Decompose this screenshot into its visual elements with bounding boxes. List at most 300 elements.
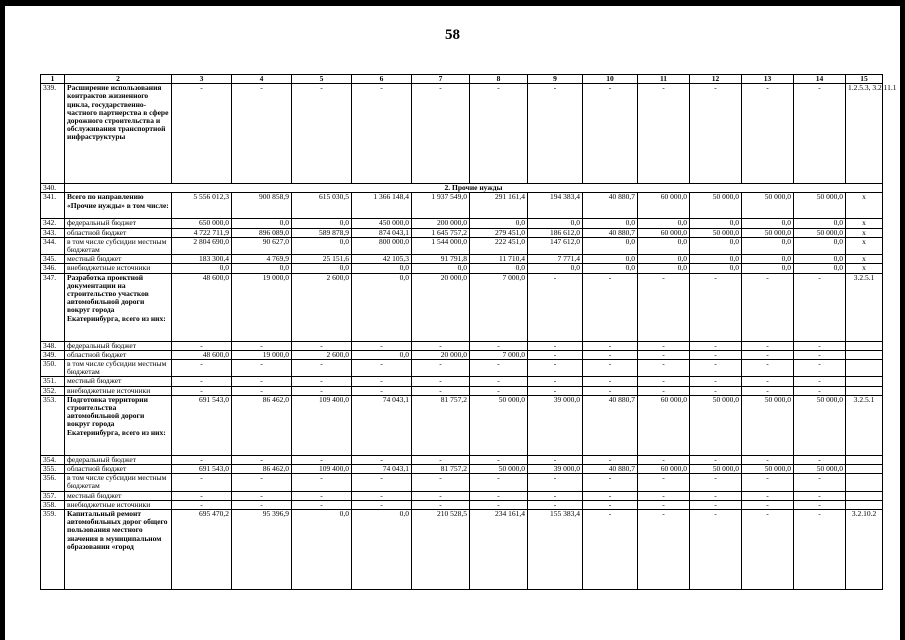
value-cell: 0,0	[232, 219, 292, 228]
page-number: 58	[445, 27, 460, 43]
column-header: 7	[412, 75, 470, 84]
table-row	[41, 219, 883, 228]
value-cell: 874 043,1	[352, 228, 412, 237]
row-number: 348.	[41, 341, 65, 350]
value-cell: 50 000,0	[742, 193, 794, 219]
table-row	[41, 350, 883, 359]
value-cell: -	[583, 273, 638, 341]
value-cell: 0,0	[352, 350, 412, 359]
value-cell: 81 757,2	[412, 465, 470, 474]
value-cell: -	[638, 491, 690, 500]
value-cell: 2 600,0	[292, 273, 352, 341]
value-cell: 86 462,0	[232, 395, 292, 455]
row-name: местный бюджет	[65, 255, 172, 264]
row-number: 341.	[41, 193, 65, 219]
row-name: федеральный бюджет	[65, 455, 172, 464]
row-number: 347.	[41, 273, 65, 341]
value-cell: -	[690, 377, 742, 386]
row-name: местный бюджет	[65, 491, 172, 500]
reference-cell	[846, 377, 883, 386]
row-number: 359.	[41, 510, 65, 590]
value-cell: 60 000,0	[638, 465, 690, 474]
value-cell: -	[352, 491, 412, 500]
value-cell: 60 000,0	[638, 228, 690, 237]
row-name: местный бюджет	[65, 377, 172, 386]
value-cell: -	[690, 84, 742, 184]
value-cell: -	[232, 84, 292, 184]
value-cell: -	[742, 386, 794, 395]
value-cell: -	[470, 455, 528, 464]
value-cell: 0,0	[742, 255, 794, 264]
value-cell: -	[172, 341, 232, 350]
value-cell: 210 528,5	[412, 510, 470, 590]
value-cell: -	[232, 341, 292, 350]
value-cell: -	[528, 386, 583, 395]
value-cell: -	[690, 455, 742, 464]
value-cell: 0,0	[232, 264, 292, 273]
value-cell: 0,0	[292, 237, 352, 254]
value-cell: 0,0	[292, 510, 352, 590]
value-cell: 50 000,0	[690, 465, 742, 474]
value-cell: 234 161,4	[470, 510, 528, 590]
row-name: областной бюджет	[65, 350, 172, 359]
value-cell: 0,0	[412, 264, 470, 273]
value-cell: -	[794, 360, 846, 377]
value-cell: 50 000,0	[742, 465, 794, 474]
value-cell: 0,0	[352, 264, 412, 273]
value-cell: -	[638, 350, 690, 359]
value-cell: -	[794, 474, 846, 491]
value-cell: 39 000,0	[528, 465, 583, 474]
value-cell: -	[412, 491, 470, 500]
value-cell: 200 000,0	[412, 219, 470, 228]
value-cell: 0,0	[742, 264, 794, 273]
column-header: 14	[794, 75, 846, 84]
row-name: Подготовка территории строительства автомобильной дороги вокруг города Екатеринбурга, всего из них:	[65, 395, 172, 455]
value-cell: -	[232, 386, 292, 395]
value-cell: -	[292, 500, 352, 509]
value-cell: -	[638, 474, 690, 491]
row-number: 349.	[41, 350, 65, 359]
table-row	[41, 193, 883, 219]
value-cell: -	[528, 377, 583, 386]
value-cell: -	[794, 455, 846, 464]
value-cell: -	[742, 360, 794, 377]
value-cell: -	[292, 84, 352, 184]
value-cell: -	[172, 491, 232, 500]
reference-cell: x	[846, 264, 883, 273]
table-row	[41, 264, 883, 273]
value-cell: -	[232, 455, 292, 464]
column-header: 13	[742, 75, 794, 84]
value-cell: -	[528, 474, 583, 491]
value-cell: 50 000,0	[690, 395, 742, 455]
value-cell: -	[528, 350, 583, 359]
value-cell: 7 000,0	[470, 273, 528, 341]
value-cell: 60 000,0	[638, 395, 690, 455]
value-cell: -	[292, 386, 352, 395]
value-cell: -	[352, 455, 412, 464]
value-cell: -	[638, 84, 690, 184]
reference-cell: x	[846, 255, 883, 264]
value-cell: -	[470, 491, 528, 500]
value-cell: 0,0	[742, 219, 794, 228]
table-body	[41, 74, 897, 590]
value-cell: -	[583, 386, 638, 395]
value-cell: -	[794, 386, 846, 395]
value-cell: 4 769,9	[232, 255, 292, 264]
value-cell: 2 804 690,0	[172, 237, 232, 254]
value-cell: 50 000,0	[742, 395, 794, 455]
value-cell: 0,0	[794, 264, 846, 273]
row-name: внебюджетные источники	[65, 264, 172, 273]
value-cell: -	[638, 341, 690, 350]
column-header: 15	[846, 75, 883, 84]
value-cell: -	[172, 377, 232, 386]
document-page	[5, 6, 900, 640]
row-number: 353.	[41, 395, 65, 455]
value-cell: -	[352, 474, 412, 491]
row-name: областной бюджет	[65, 228, 172, 237]
value-cell: 48 600,0	[172, 350, 232, 359]
value-cell: 0,0	[583, 264, 638, 273]
table-row	[41, 377, 883, 386]
value-cell: -	[292, 377, 352, 386]
value-cell: 0,0	[690, 264, 742, 273]
value-cell: 0,0	[470, 219, 528, 228]
value-cell: 7 000,0	[470, 350, 528, 359]
value-cell: -	[690, 273, 742, 341]
value-cell: 0,0	[638, 237, 690, 254]
reference-cell: x	[846, 237, 883, 254]
value-cell: 19 000,0	[232, 350, 292, 359]
value-cell: -	[638, 510, 690, 590]
value-cell: 0,0	[742, 237, 794, 254]
value-cell: -	[583, 360, 638, 377]
value-cell: -	[742, 84, 794, 184]
row-number: 357.	[41, 491, 65, 500]
value-cell: -	[528, 84, 583, 184]
row-name: Всего по направлению «Прочие нужды» в том числе:	[65, 193, 172, 219]
value-cell: -	[292, 491, 352, 500]
value-cell: 0,0	[638, 219, 690, 228]
value-cell: -	[470, 360, 528, 377]
column-header: 11	[638, 75, 690, 84]
reference-cell	[846, 455, 883, 464]
value-cell: 60 000,0	[638, 193, 690, 219]
value-cell: 691 543,0	[172, 465, 232, 474]
value-cell: 291 161,4	[470, 193, 528, 219]
reference-cell: 3.2.5.1	[846, 395, 883, 455]
reference-cell: x	[846, 193, 883, 219]
value-cell: 40 880,7	[583, 193, 638, 219]
value-cell: 615 030,5	[292, 193, 352, 219]
value-cell: -	[292, 455, 352, 464]
value-cell: 0,0	[638, 255, 690, 264]
value-cell: 20 000,0	[412, 273, 470, 341]
value-cell: -	[690, 341, 742, 350]
value-cell: 0,0	[794, 255, 846, 264]
value-cell: -	[232, 500, 292, 509]
value-cell: -	[583, 455, 638, 464]
value-cell: -	[690, 360, 742, 377]
value-cell: -	[742, 273, 794, 341]
value-cell: 0,0	[528, 219, 583, 228]
value-cell: 40 880,7	[583, 465, 638, 474]
value-cell: -	[528, 273, 583, 341]
value-cell: -	[638, 455, 690, 464]
value-cell: -	[690, 350, 742, 359]
value-cell: -	[412, 474, 470, 491]
value-cell: 147 612,0	[528, 237, 583, 254]
row-name: Капитальный ремонт автомобильных дорог общего пользования местного значения в муниципальном образовании «город	[65, 510, 172, 590]
value-cell: -	[583, 510, 638, 590]
value-cell: -	[470, 341, 528, 350]
value-cell: 50 000,0	[794, 228, 846, 237]
value-cell: 50 000,0	[742, 228, 794, 237]
value-cell: 40 880,7	[583, 395, 638, 455]
section-title: 2. Прочие нужды	[65, 184, 883, 193]
value-cell: -	[794, 377, 846, 386]
value-cell: 25 151,6	[292, 255, 352, 264]
value-cell: -	[352, 377, 412, 386]
value-cell: 91 791,8	[412, 255, 470, 264]
row-number: 350.	[41, 360, 65, 377]
value-cell: 50 000,0	[690, 193, 742, 219]
value-cell: -	[794, 500, 846, 509]
value-cell: 40 880,7	[583, 228, 638, 237]
reference-cell	[846, 491, 883, 500]
value-cell: -	[690, 500, 742, 509]
value-cell: 896 089,0	[232, 228, 292, 237]
value-cell: -	[412, 455, 470, 464]
row-number: 340.	[41, 184, 65, 193]
column-header: 10	[583, 75, 638, 84]
value-cell: 109 400,0	[292, 465, 352, 474]
value-cell: -	[470, 84, 528, 184]
value-cell: -	[583, 377, 638, 386]
value-cell: 90 627,0	[232, 237, 292, 254]
value-cell: 11 710,4	[470, 255, 528, 264]
value-cell: 183 300,4	[172, 255, 232, 264]
value-cell: 0,0	[528, 264, 583, 273]
reference-cell: x	[846, 219, 883, 228]
budget-table	[40, 74, 897, 590]
value-cell: -	[528, 491, 583, 500]
reference-cell	[846, 341, 883, 350]
value-cell: 691 543,0	[172, 395, 232, 455]
value-cell: 0,0	[583, 237, 638, 254]
header-row	[41, 75, 883, 84]
row-name: федеральный бюджет	[65, 341, 172, 350]
value-cell: -	[292, 360, 352, 377]
value-cell: -	[172, 474, 232, 491]
value-cell: -	[528, 360, 583, 377]
value-cell: 0,0	[352, 510, 412, 590]
row-name: внебюджетные источники	[65, 386, 172, 395]
value-cell: 800 000,0	[352, 237, 412, 254]
value-cell: 0,0	[470, 264, 528, 273]
value-cell: -	[412, 341, 470, 350]
value-cell: -	[638, 273, 690, 341]
reference-cell	[846, 386, 883, 395]
value-cell: -	[583, 350, 638, 359]
value-cell: -	[292, 474, 352, 491]
value-cell: 0,0	[794, 237, 846, 254]
value-cell: -	[742, 455, 794, 464]
value-cell: -	[583, 491, 638, 500]
reference-cell: 3.2.10.2	[846, 510, 883, 590]
value-cell: -	[742, 500, 794, 509]
row-number: 356.	[41, 474, 65, 491]
value-cell: 86 462,0	[232, 465, 292, 474]
table-row	[41, 510, 883, 590]
value-cell: 0,0	[638, 264, 690, 273]
row-name: в том числе субсидии местным бюджетам	[65, 237, 172, 254]
value-cell: -	[794, 341, 846, 350]
value-cell: 1 937 549,0	[412, 193, 470, 219]
row-number: 343.	[41, 228, 65, 237]
row-name: внебюджетные источники	[65, 500, 172, 509]
value-cell: 19 000,0	[232, 273, 292, 341]
value-cell: 5 556 012,3	[172, 193, 232, 219]
table-row	[41, 386, 883, 395]
row-name: в том числе субсидии местным бюджетам	[65, 474, 172, 491]
column-header: 9	[528, 75, 583, 84]
value-cell: -	[690, 510, 742, 590]
value-cell: -	[172, 84, 232, 184]
value-cell: -	[292, 341, 352, 350]
column-header: 5	[292, 75, 352, 84]
value-cell: 50 000,0	[794, 465, 846, 474]
value-cell: 7 771,4	[528, 255, 583, 264]
row-number: 345.	[41, 255, 65, 264]
value-cell: 0,0	[690, 219, 742, 228]
value-cell: -	[583, 474, 638, 491]
row-number: 344.	[41, 237, 65, 254]
row-number: 355.	[41, 465, 65, 474]
value-cell: -	[470, 500, 528, 509]
row-number: 346.	[41, 264, 65, 273]
row-number: 339.	[41, 84, 65, 184]
table-row	[41, 360, 883, 377]
row-name: Разработка проектной документации на строительство участков автомобильной дороги вокруг города Екатеринбурга, всего из них:	[65, 273, 172, 341]
value-cell: -	[794, 510, 846, 590]
column-header: 8	[470, 75, 528, 84]
value-cell: -	[583, 84, 638, 184]
reference-cell	[846, 474, 883, 491]
value-cell: 48 600,0	[172, 273, 232, 341]
value-cell: 0,0	[690, 255, 742, 264]
value-cell: -	[352, 500, 412, 509]
row-number: 358.	[41, 500, 65, 509]
value-cell: 50 000,0	[470, 395, 528, 455]
value-cell: 450 000,0	[352, 219, 412, 228]
value-cell: -	[638, 386, 690, 395]
value-cell: -	[232, 474, 292, 491]
value-cell: -	[470, 474, 528, 491]
table-row	[41, 237, 883, 254]
value-cell: -	[690, 474, 742, 491]
value-cell: 222 451,0	[470, 237, 528, 254]
value-cell: -	[470, 377, 528, 386]
value-cell: -	[412, 500, 470, 509]
value-cell: 1 645 757,2	[412, 228, 470, 237]
row-number: 354.	[41, 455, 65, 464]
value-cell: 0,0	[690, 237, 742, 254]
column-header: 2	[65, 75, 172, 84]
reference-cell: x	[846, 228, 883, 237]
value-cell: -	[172, 500, 232, 509]
table-row	[41, 84, 883, 184]
column-header: 12	[690, 75, 742, 84]
column-header: 3	[172, 75, 232, 84]
value-cell: -	[583, 341, 638, 350]
value-cell: -	[232, 360, 292, 377]
value-cell: 109 400,0	[292, 395, 352, 455]
value-cell: 0,0	[292, 264, 352, 273]
value-cell: 4 722 711,9	[172, 228, 232, 237]
column-header: 1	[41, 75, 65, 84]
value-cell: 0,0	[172, 264, 232, 273]
value-cell: -	[742, 491, 794, 500]
value-cell: -	[412, 360, 470, 377]
value-cell: -	[172, 386, 232, 395]
value-cell: -	[352, 341, 412, 350]
reference-cell	[846, 465, 883, 474]
value-cell: -	[528, 341, 583, 350]
value-cell: -	[232, 491, 292, 500]
value-cell: 0,0	[583, 219, 638, 228]
value-cell: 50 000,0	[470, 465, 528, 474]
table-row	[41, 273, 883, 341]
column-header: 4	[232, 75, 292, 84]
row-name: федеральный бюджет	[65, 219, 172, 228]
value-cell: -	[794, 273, 846, 341]
value-cell: 194 383,4	[528, 193, 583, 219]
value-cell: -	[742, 377, 794, 386]
value-cell: 74 043,1	[352, 395, 412, 455]
value-cell: 50 000,0	[794, 395, 846, 455]
value-cell: -	[172, 455, 232, 464]
row-number: 351.	[41, 377, 65, 386]
table-row	[41, 395, 883, 455]
value-cell: -	[690, 491, 742, 500]
table-row	[41, 474, 883, 491]
value-cell: 279 451,0	[470, 228, 528, 237]
reference-cell: 3.2.5.1	[846, 273, 883, 341]
value-cell: -	[528, 455, 583, 464]
value-cell: 589 878,9	[292, 228, 352, 237]
value-cell: -	[742, 350, 794, 359]
column-header: 6	[352, 75, 412, 84]
row-number: 352.	[41, 386, 65, 395]
value-cell: -	[583, 500, 638, 509]
value-cell: -	[412, 386, 470, 395]
value-cell: -	[742, 341, 794, 350]
value-cell: 650 000,0	[172, 219, 232, 228]
value-cell: -	[352, 84, 412, 184]
value-cell: 42 105,3	[352, 255, 412, 264]
value-cell: 1 366 148,4	[352, 193, 412, 219]
value-cell: -	[528, 500, 583, 509]
value-cell: 1 544 000,0	[412, 237, 470, 254]
value-cell: 74 043,1	[352, 465, 412, 474]
value-cell: 81 757,2	[412, 395, 470, 455]
value-cell: 900 858,9	[232, 193, 292, 219]
reference-cell	[846, 360, 883, 377]
value-cell: 695 470,2	[172, 510, 232, 590]
